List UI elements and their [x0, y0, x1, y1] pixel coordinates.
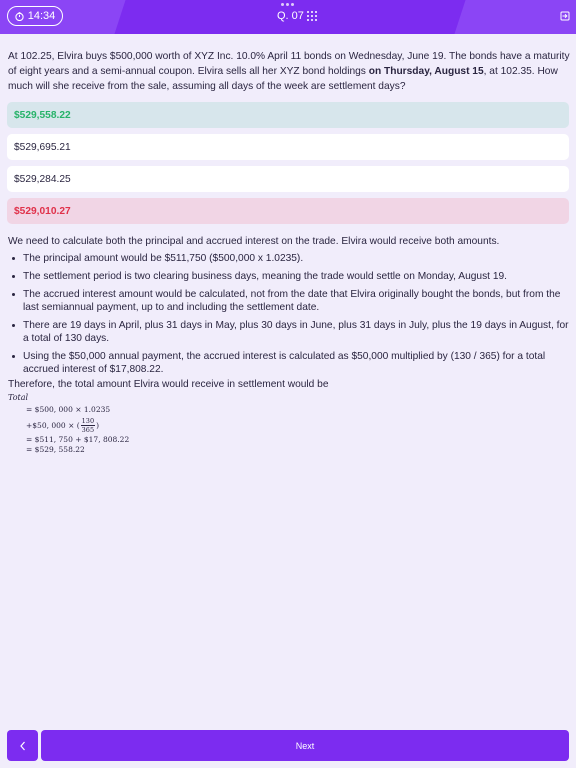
question-text-before: At 102.25, Elvira buys $500,000 worth of XYZ Inc. 10.0% April 11 bonds on Wednesday, June 19. The bonds have a maturity of eight years and a semi-annual coupon. Elvira sells all her XYZ bond holdings — [8, 51, 570, 77]
explanation-item: The accrued interest amount would be calculated, not from the date that Elvira originally bought the bonds, but from the last semiannual payment, up to and including the settlement date. — [8, 288, 570, 314]
header-bar — [0, 0, 576, 34]
header-decoration-right — [454, 0, 576, 34]
question-text-bold: on Thursday, August 15 — [368, 66, 484, 77]
more-dots-icon[interactable] — [281, 3, 295, 7]
math-line-3: = $511, 750 + $17, 808.22 — [26, 435, 130, 444]
explanation-list — [8, 252, 570, 381]
explanation-conclusion: Therefore, the total amount Elvira would receive in settlement would be — [8, 379, 329, 390]
math-line-4: = $529, 558.22 — [26, 445, 85, 454]
next-button[interactable] — [41, 730, 569, 761]
option-label: $529,284.25 — [14, 173, 71, 185]
option-d[interactable] — [7, 198, 569, 224]
math-fraction — [81, 417, 95, 434]
stopwatch-icon — [15, 12, 24, 21]
explanation-item: Using the $50,000 annual payment, the accrued interest is calculated as $50,000 multiplied by (130 / 365) for a total accrued interest of $17,808.22. — [8, 350, 570, 376]
explanation-item: The principal amount would be $511,750 ($500,000 x 1.0235). — [8, 252, 570, 265]
math-line-2-prefix: +$50, 000 × ( — [26, 420, 80, 430]
question-number: Q. 07 — [277, 10, 304, 22]
bottom-bar — [0, 728, 576, 768]
question-text-after: , at 102.35. How much will she receive from the sale, assuming all days of the week are settlement days? — [8, 66, 558, 92]
math-line-2-suffix: ) — [96, 420, 100, 430]
chevron-left-icon — [19, 741, 27, 751]
math-label: Total — [8, 393, 29, 402]
fraction-numerator: 130 — [81, 416, 95, 425]
calculation-block — [8, 393, 208, 455]
explanation-intro: We need to calculate both the principal and accrued interest on the trade. Elvira would receive both amounts. — [8, 236, 500, 247]
math-line-2 — [26, 415, 208, 435]
explanation-item: The settlement period is two clearing business days, meaning the trade would settle on Monday, August 19. — [8, 270, 570, 283]
explanation-item: There are 19 days in April, plus 31 days in May, plus 30 days in June, plus 31 days in July, plus the 19 days in August, for a total of 130 days. — [8, 319, 570, 345]
next-button-label: Next — [295, 740, 315, 751]
timer-text: 14:34 — [27, 10, 56, 22]
option-label: $529,558.22 — [14, 109, 71, 121]
option-label: $529,010.27 — [14, 205, 71, 217]
option-label: $529,695.21 — [14, 141, 71, 153]
question-text — [8, 49, 570, 94]
question-content — [0, 34, 576, 728]
option-a[interactable] — [7, 102, 569, 128]
option-c[interactable] — [7, 166, 569, 192]
timer-badge — [7, 6, 63, 26]
question-grid-icon[interactable] — [307, 11, 317, 21]
fraction-denominator: 365 — [81, 425, 95, 434]
back-button[interactable] — [7, 730, 38, 761]
math-line-1: = $500, 000 × 1.0235 — [26, 405, 111, 414]
exit-icon[interactable] — [560, 11, 570, 21]
option-b[interactable] — [7, 134, 569, 160]
